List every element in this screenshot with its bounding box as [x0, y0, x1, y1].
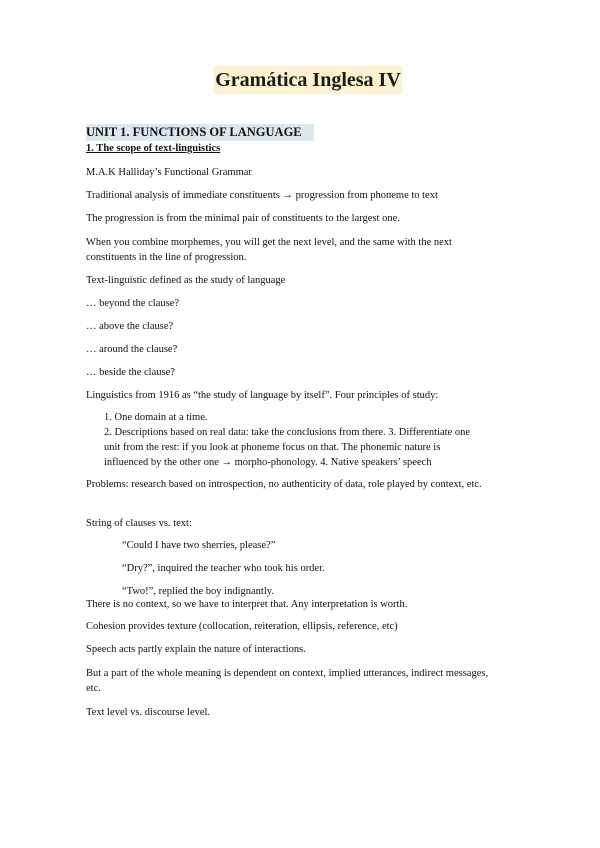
unit-heading: UNIT 1. FUNCTIONS OF LANGUAGE	[86, 124, 314, 141]
paragraph-string-of-clauses: String of clauses vs. text:	[86, 518, 192, 529]
paragraph-speech-acts: Speech acts partly explain the nature of interactions.	[86, 644, 306, 655]
paragraph-no-context: There is no context, so we have to interpret that. Any interpretation is worth.	[86, 599, 408, 610]
paragraph-cohesion: Cohesion provides texture (collocation, reiteration, ellipsis, reference, etc)	[86, 621, 398, 632]
paragraph-text-linguistic: Text-linguistic defined as the study of language	[86, 275, 286, 286]
question-above: … above the clause?	[86, 321, 174, 332]
paragraph-problems: Problems: research based on introspection, no authenticity of data, role played by context, etc.	[86, 479, 482, 490]
question-beside: … beside the clause?	[86, 367, 175, 378]
principles-list-item-2: 2. Descriptions based on real data: take the conclusions from there. 3. Differentiate one unit from the rest: if you look at phoneme focus on that. The phonemic nature is influenced by the other one → morpho-phonology. 4. Native speakers’ speech	[104, 427, 471, 468]
question-around: … around the clause?	[86, 344, 178, 355]
paragraph-linguistics-1916: Linguistics from 1916 as “the study of language by itself”. Four principles of study:	[86, 390, 439, 401]
paragraph-progression: The progression is from the minimal pair of constituents to the largest one.	[86, 213, 400, 224]
document-title: Gramática Inglesa IV	[214, 66, 402, 94]
paragraph-morphemes: When you combine morphemes, you will get the next level, and the same with the next constituents in the line of progression.	[86, 237, 452, 263]
dialogue-line-3: “Two!”, replied the boy indignantly.	[122, 586, 274, 597]
dialogue-line-2: “Dry?”, inquired the teacher who took his order.	[122, 563, 325, 574]
paragraph-text-discourse: Text level vs. discourse level.	[86, 707, 211, 718]
paragraph-meaning-context: But a part of the whole meaning is dependent on context, implied utterances, indirect messages, etc.	[86, 668, 489, 694]
section-heading: 1. The scope of text-linguistics	[86, 143, 221, 154]
paragraph-halliday: M.A.K Halliday’s Functional Grammar	[86, 167, 252, 178]
dialogue-line-1: “Could I have two sherries, please?”	[122, 540, 276, 551]
question-beyond: … beyond the clause?	[86, 298, 180, 309]
paragraph-traditional-analysis: Traditional analysis of immediate constituents → progression from phoneme to text	[86, 190, 438, 201]
principles-list-item-1: 1. One domain at a time.	[104, 412, 208, 423]
